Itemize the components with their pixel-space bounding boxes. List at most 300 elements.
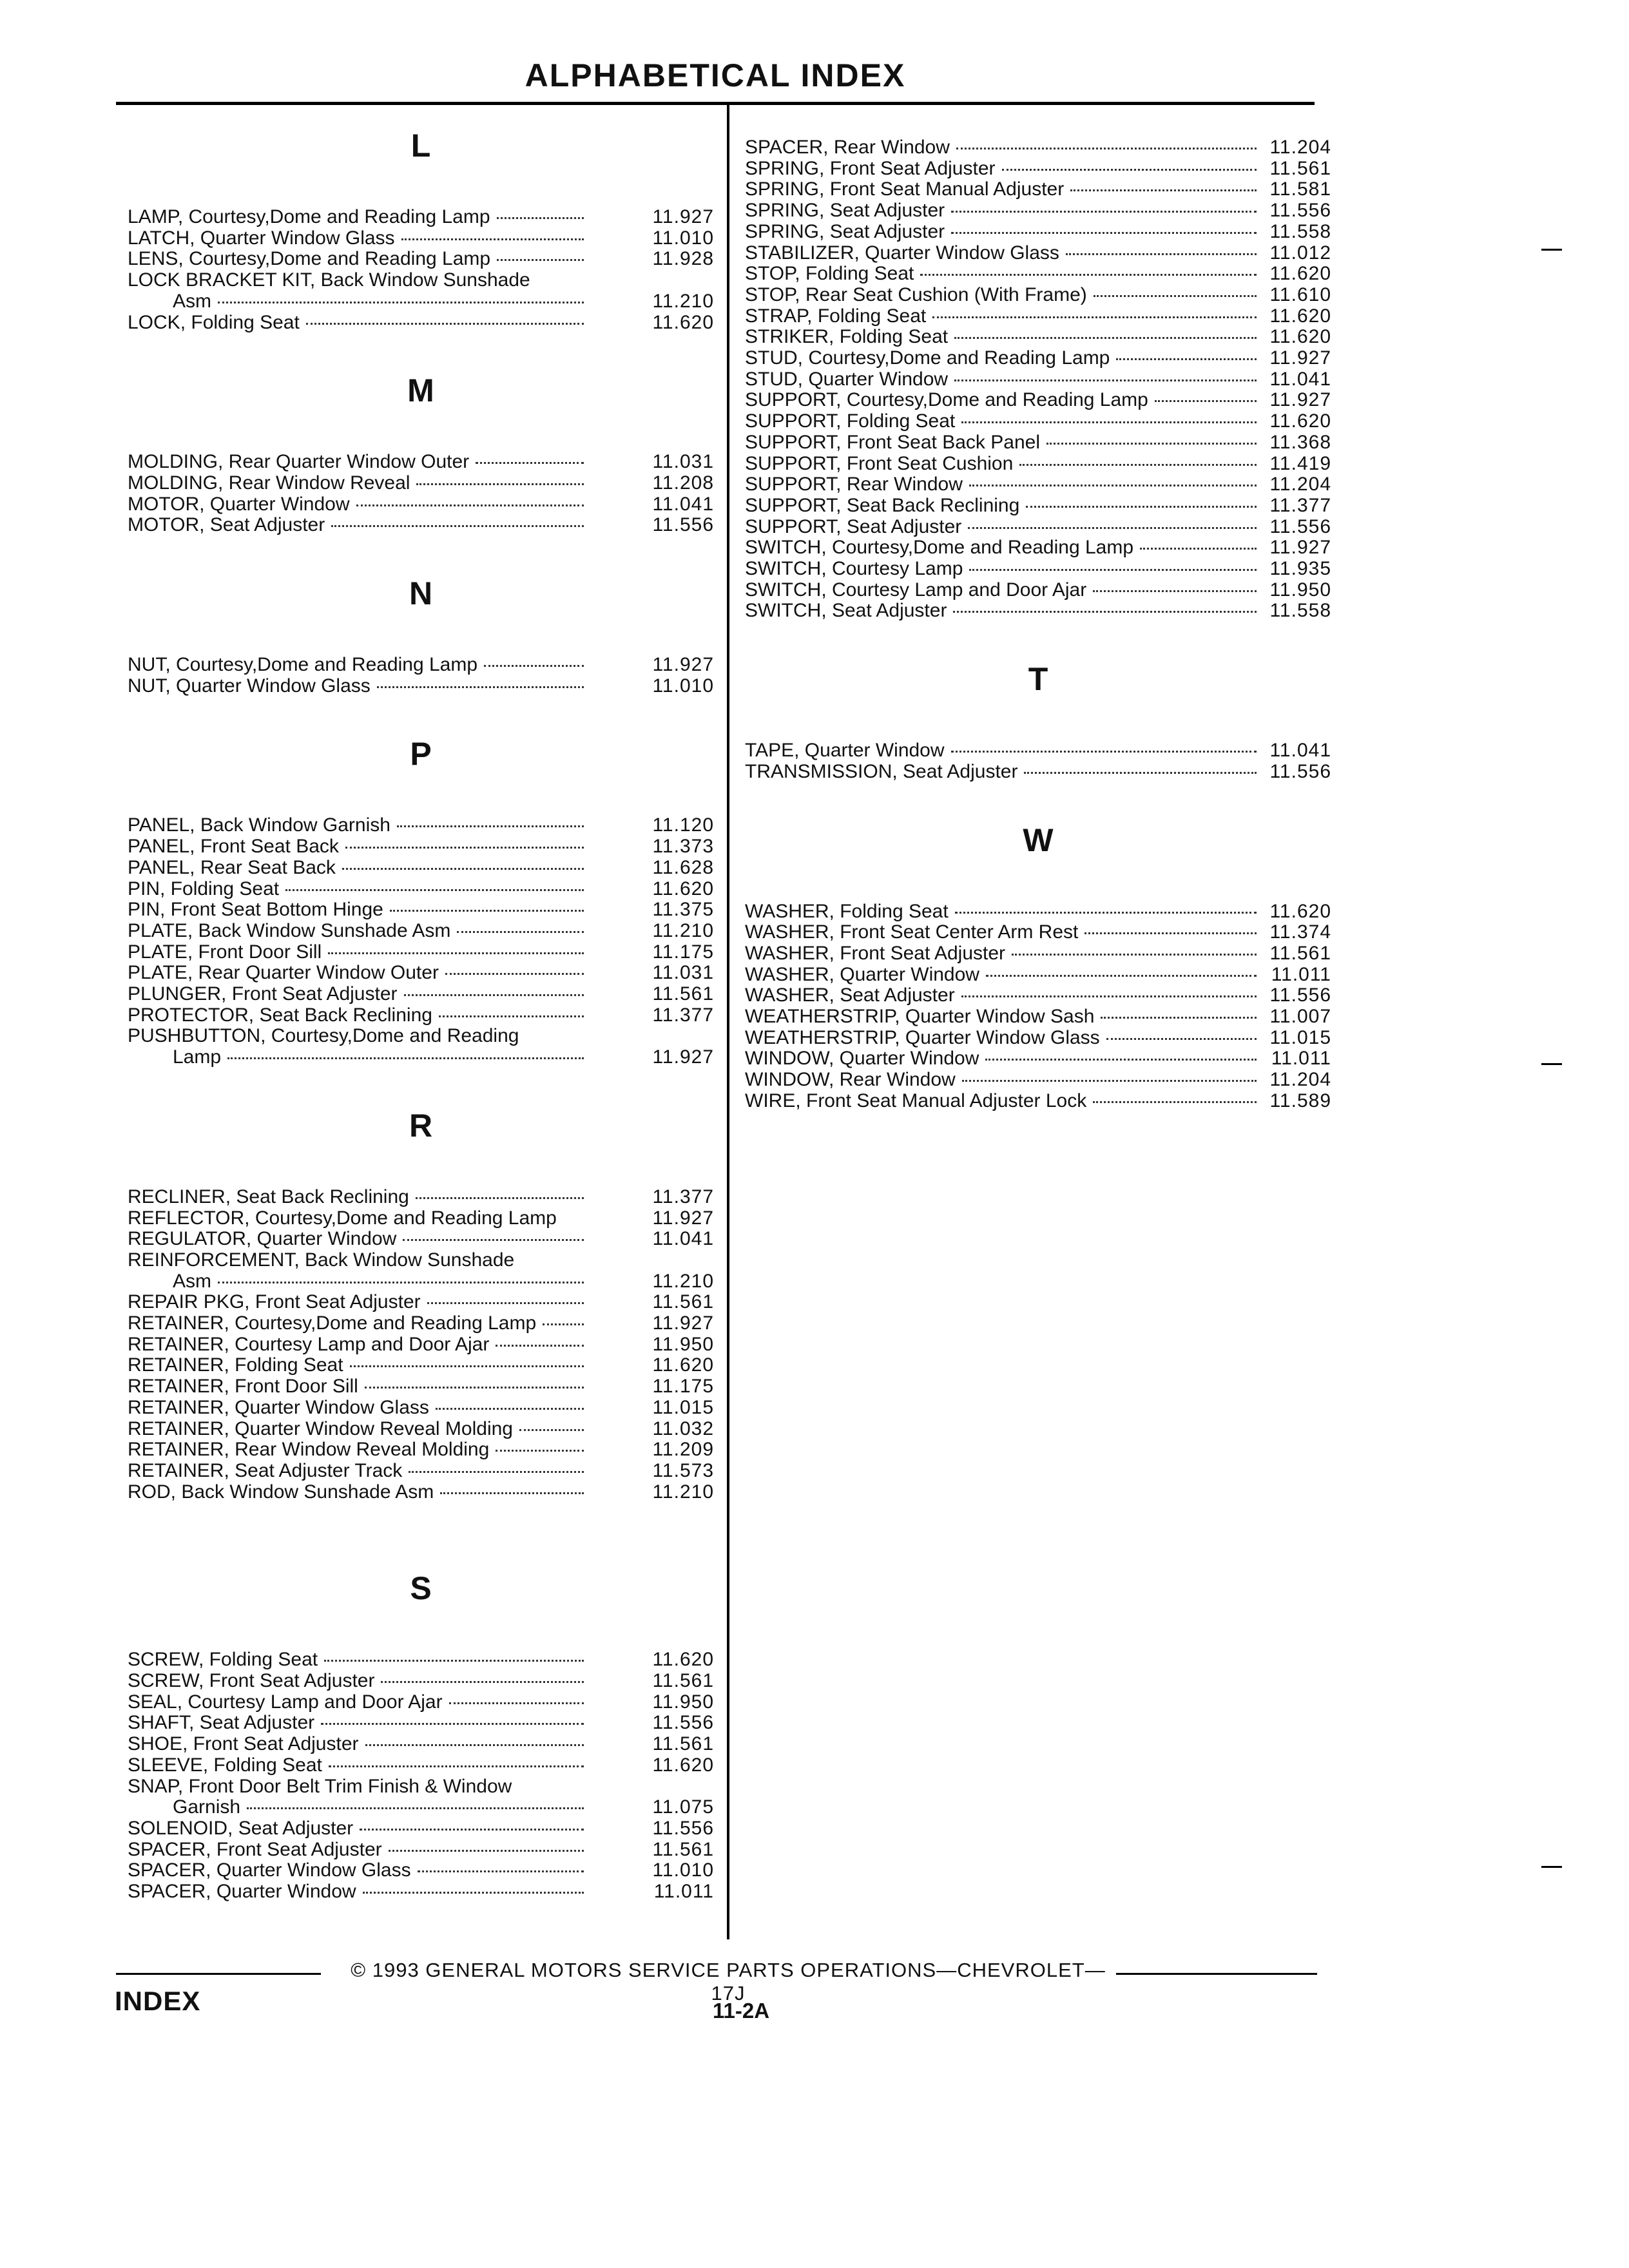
dot-leader: [436, 1408, 584, 1410]
index-entry: [128, 1004, 714, 1026]
entry-page-ref: 11.210: [652, 919, 714, 941]
entry-name: WASHER, Front Seat Center Arm Rest: [745, 921, 1079, 943]
dot-leader: [1019, 464, 1257, 466]
entry-page-ref: 11.950: [652, 1691, 714, 1713]
entry-name: WIRE, Front Seat Manual Adjuster Lock: [745, 1090, 1087, 1111]
entry-name: MOTOR, Quarter Window: [128, 493, 350, 515]
dot-leader: [956, 148, 1257, 149]
entry-page-ref: 11.620: [1269, 305, 1331, 327]
dot-leader: [951, 211, 1257, 213]
index-entry: [128, 1649, 714, 1670]
dot-leader: [403, 1239, 584, 1241]
index-entry: [745, 200, 1331, 221]
section-letter: S: [410, 1570, 432, 1607]
entry-page-ref: 11.075: [652, 1796, 714, 1818]
entry-page-ref: 11.041: [1269, 740, 1331, 762]
entry-name: Asm: [173, 1270, 211, 1292]
entry-name: PLUNGER, Front Seat Adjuster: [128, 983, 398, 1004]
dot-leader: [1116, 358, 1257, 360]
entry-name: WASHER, Quarter Window: [745, 963, 979, 985]
entry-name: PLATE, Rear Quarter Window Outer: [128, 962, 439, 984]
entry-name: SPRING, Seat Adjuster: [745, 200, 945, 222]
index-entry: [128, 920, 714, 941]
dot-leader: [418, 1870, 584, 1872]
dot-leader: [350, 1365, 584, 1367]
dot-leader: [377, 686, 584, 688]
entry-page-ref: 11.041: [652, 1228, 714, 1250]
dot-leader: [457, 931, 584, 933]
entry-name: SCREW, Folding Seat: [128, 1649, 318, 1671]
entry-name: SWITCH, Courtesy Lamp and Door Ajar: [745, 579, 1087, 601]
dot-leader: [1101, 1017, 1257, 1019]
entry-page-ref: 11.927: [652, 206, 714, 227]
dot-leader: [342, 868, 584, 870]
entry-name: SUPPORT, Rear Window: [745, 474, 963, 495]
dot-leader: [427, 1302, 584, 1304]
dot-leader: [390, 910, 584, 912]
index-entry: [128, 654, 714, 675]
dot-leader: [416, 1197, 584, 1199]
entry-page-ref: 11.561: [1269, 942, 1331, 964]
dot-leader: [1093, 1101, 1257, 1103]
entry-page-ref: 11.927: [1269, 537, 1331, 559]
index-entry: [745, 558, 1331, 579]
entry-page-ref: 11.209: [652, 1439, 714, 1461]
dot-leader: [321, 1723, 584, 1725]
entry-page-ref: 11.208: [652, 472, 714, 494]
index-entry: [745, 1048, 1331, 1069]
index-entry: [128, 814, 714, 836]
dot-leader: [1012, 954, 1257, 956]
entry-name: SNAP, Front Door Belt Trim Finish & Window: [128, 1775, 512, 1797]
dot-leader: [218, 1282, 584, 1283]
index-entry: [128, 1670, 714, 1691]
entry-page-ref: 11.175: [652, 1376, 714, 1398]
index-entry: [128, 1291, 714, 1312]
index-entry: [128, 1271, 714, 1292]
entry-page-ref: 11.620: [1269, 900, 1331, 922]
entry-page-ref: 11.620: [652, 878, 714, 899]
entry-name: LATCH, Quarter Window Glass: [128, 227, 395, 249]
entry-name: SUPPORT, Front Seat Back Panel: [745, 431, 1040, 453]
entry-name: PANEL, Back Window Garnish: [128, 814, 390, 836]
entry-page-ref: 11.561: [652, 1838, 714, 1860]
dot-leader: [1070, 189, 1257, 191]
index-entry: [745, 1069, 1331, 1090]
entry-page-ref: 11.573: [652, 1459, 714, 1481]
entry-name: RETAINER, Courtesy Lamp and Door Ajar: [128, 1333, 490, 1355]
index-entry: [128, 1439, 714, 1460]
dot-leader: [328, 952, 584, 954]
entry-name: Asm: [173, 290, 211, 312]
index-entry: [128, 514, 714, 535]
dot-leader: [331, 525, 584, 527]
entry-page-ref: 11.610: [1269, 284, 1331, 305]
section-letter: W: [1023, 822, 1054, 858]
entry-name: PANEL, Rear Seat Back: [128, 856, 336, 878]
edge-mark: [1541, 1866, 1562, 1868]
entry-page-ref: 11.935: [1269, 558, 1331, 579]
entry-page-ref: 11.558: [1269, 220, 1331, 242]
index-entry: [745, 1090, 1331, 1111]
dot-leader: [324, 1660, 584, 1662]
entry-page-ref: 11.377: [652, 1186, 714, 1207]
entry-name: STRAP, Folding Seat: [745, 305, 927, 327]
entry-name: PIN, Front Seat Bottom Hinge: [128, 899, 383, 921]
dot-leader: [247, 1807, 584, 1809]
index-entry: [745, 305, 1331, 327]
entry-name: WINDOW, Quarter Window: [745, 1048, 979, 1070]
entry-name: ROD, Back Window Sunshade Asm: [128, 1481, 434, 1503]
entry-name: SLEEVE, Folding Seat: [128, 1754, 322, 1776]
footer-rule-left: [116, 1973, 321, 1975]
dot-leader: [497, 259, 584, 261]
entry-name: PLATE, Back Window Sunshade Asm: [128, 919, 451, 941]
index-entry: [128, 878, 714, 899]
dot-leader: [365, 1387, 584, 1389]
index-entry: [128, 269, 714, 291]
dot-leader: [543, 1323, 584, 1325]
entry-page-ref: 11.628: [652, 856, 714, 878]
entry-page-ref: 11.031: [652, 962, 714, 984]
section-letter: T: [1028, 661, 1048, 698]
dot-leader: [1024, 772, 1257, 774]
dot-leader: [484, 665, 584, 667]
entry-name: SPACER, Quarter Window Glass: [128, 1860, 411, 1881]
entry-name: RETAINER, Quarter Window Reveal Molding: [128, 1418, 513, 1439]
entry-name: SCREW, Front Seat Adjuster: [128, 1670, 375, 1691]
index-entry: [128, 472, 714, 494]
dot-leader: [1106, 1038, 1257, 1040]
index-entry: [745, 1006, 1331, 1027]
entry-name: TAPE, Quarter Window: [745, 740, 945, 762]
entry-name: REFLECTOR, Courtesy,Dome and Reading Lamp: [128, 1207, 557, 1229]
entry-page-ref: 11.556: [1269, 200, 1331, 222]
entry-page-ref: 11.041: [1269, 368, 1331, 390]
dot-leader: [951, 751, 1257, 753]
entry-page-ref: 11.556: [1269, 515, 1331, 537]
section-letter: R: [409, 1107, 433, 1144]
index-entry: [128, 248, 714, 269]
index-entry: [128, 1046, 714, 1068]
entry-name: RETAINER, Rear Window Reveal Molding: [128, 1439, 490, 1461]
dot-leader: [496, 1345, 584, 1347]
entry-page-ref: 11.556: [652, 514, 714, 536]
entry-name: SUPPORT, Seat Back Reclining: [745, 494, 1020, 516]
index-entry: [745, 326, 1331, 347]
entry-name: STOP, Folding Seat: [745, 263, 914, 285]
entry-page-ref: 11.928: [652, 248, 714, 270]
dot-leader: [356, 505, 584, 506]
entry-page-ref: 11.210: [652, 1481, 714, 1503]
entry-page-ref: 11.620: [652, 1754, 714, 1776]
dot-leader: [440, 1492, 584, 1494]
entry-page-ref: 11.012: [1269, 242, 1331, 264]
entry-page-ref: 11.620: [1269, 326, 1331, 348]
dot-leader: [363, 1892, 584, 1894]
entry-page-ref: 11.007: [1269, 1006, 1331, 1027]
entry-page-ref: 11.620: [1269, 263, 1331, 285]
index-entry: [128, 983, 714, 1004]
entry-name: STUD, Quarter Window: [745, 368, 949, 390]
index-entry: [745, 474, 1331, 495]
entry-page-ref: 11.015: [652, 1396, 714, 1418]
index-entry: [128, 1376, 714, 1397]
index-entry: [128, 451, 714, 472]
entry-page-ref: 11.010: [652, 1860, 714, 1881]
index-entry: [128, 1712, 714, 1733]
entry-page-ref: 11.561: [652, 1291, 714, 1313]
index-entry: [745, 761, 1331, 782]
dot-leader: [961, 995, 1257, 997]
dot-leader: [329, 1765, 584, 1767]
entry-page-ref: 11.011: [1271, 963, 1331, 985]
entry-name: WINDOW, Rear Window: [745, 1069, 956, 1091]
index-entry: [745, 221, 1331, 242]
index-entry: [128, 675, 714, 697]
entry-page-ref: 11.927: [652, 1312, 714, 1334]
dot-leader: [476, 462, 584, 464]
dot-leader: [953, 611, 1257, 613]
footer-rule-right: [1116, 1973, 1317, 1975]
index-entry: [128, 1481, 714, 1503]
edge-mark: [1541, 249, 1562, 251]
entry-page-ref: 11.210: [652, 1270, 714, 1292]
dot-leader: [920, 274, 1257, 276]
entry-name: SEAL, Courtesy Lamp and Door Ajar: [128, 1691, 443, 1713]
entry-name: SPACER, Rear Window: [745, 137, 950, 158]
dot-leader: [954, 337, 1257, 339]
dot-leader: [496, 1450, 584, 1452]
dot-leader: [227, 1057, 584, 1059]
entry-name: TRANSMISSION, Seat Adjuster: [745, 760, 1018, 782]
index-entry: [128, 1881, 714, 1902]
entry-page-ref: 11.015: [1269, 1026, 1331, 1048]
entry-name: NUT, Quarter Window Glass: [128, 675, 371, 697]
entry-page-ref: 11.927: [652, 1207, 714, 1229]
entry-name: PROTECTOR, Seat Back Reclining: [128, 1004, 432, 1026]
index-entry: [745, 453, 1331, 474]
dot-leader: [951, 232, 1257, 234]
entry-name: MOLDING, Rear Window Reveal: [128, 472, 410, 494]
entry-page-ref: 11.556: [1269, 985, 1331, 1006]
index-entry: [745, 579, 1331, 601]
entry-page-ref: 11.031: [652, 451, 714, 473]
page-title: ALPHABETICAL INDEX: [525, 57, 906, 93]
dot-leader: [1094, 295, 1257, 297]
entry-name: PUSHBUTTON, Courtesy,Dome and Reading: [128, 1025, 519, 1047]
index-entry: [128, 899, 714, 920]
entry-name: SPRING, Seat Adjuster: [745, 220, 945, 242]
dot-leader: [519, 1429, 584, 1431]
dot-leader: [969, 569, 1257, 571]
dot-leader: [360, 1829, 584, 1831]
entry-page-ref: 11.374: [1269, 921, 1331, 943]
index-entry: [128, 291, 714, 312]
index-entry: [128, 1691, 714, 1713]
index-entry: [128, 1207, 714, 1229]
column-divider: [727, 104, 729, 1939]
dot-leader: [986, 975, 1257, 977]
dot-leader: [1066, 253, 1257, 255]
entry-name: SWITCH, Courtesy Lamp: [745, 558, 963, 579]
dot-leader: [445, 973, 584, 975]
index-entry: [745, 985, 1331, 1006]
entry-page-ref: 11.556: [1269, 760, 1331, 782]
dot-leader: [397, 825, 584, 827]
dot-leader: [932, 316, 1257, 318]
entry-page-ref: 11.556: [652, 1712, 714, 1734]
title-rule: [116, 102, 1315, 105]
dot-leader: [1084, 932, 1257, 934]
dot-leader: [439, 1015, 584, 1017]
dot-leader: [1002, 169, 1257, 171]
entry-page-ref: 11.556: [652, 1817, 714, 1839]
entry-name: LOCK, Folding Seat: [128, 311, 300, 333]
entry-page-ref: 11.561: [652, 1733, 714, 1755]
index-entry: [128, 1228, 714, 1249]
dot-leader: [365, 1744, 584, 1746]
index-entry: [128, 1249, 714, 1271]
dot-leader: [345, 847, 584, 849]
index-entry: [745, 964, 1331, 985]
dot-leader: [961, 421, 1257, 423]
entry-name: NUT, Courtesy,Dome and Reading Lamp: [128, 654, 478, 675]
entry-page-ref: 11.204: [1269, 474, 1331, 495]
index-entry: [128, 1776, 714, 1797]
index-entry: [128, 1460, 714, 1481]
entry-name: PIN, Folding Seat: [128, 878, 280, 899]
entry-name: RETAINER, Seat Adjuster Track: [128, 1459, 403, 1481]
dot-leader: [985, 1059, 1257, 1061]
entry-name: LOCK BRACKET KIT, Back Window Sunshade: [128, 269, 530, 291]
entry-name: RECLINER, Seat Back Reclining: [128, 1186, 409, 1207]
entry-name: WASHER, Seat Adjuster: [745, 985, 955, 1006]
section-letter: M: [407, 372, 434, 409]
index-entry: [745, 740, 1331, 761]
section-letter: P: [410, 736, 432, 773]
entry-name: SPRING, Front Seat Manual Adjuster: [745, 178, 1065, 200]
entry-name: PANEL, Front Seat Back: [128, 836, 339, 858]
entry-page-ref: 11.041: [652, 493, 714, 515]
entry-name: WASHER, Front Seat Adjuster: [745, 942, 1006, 964]
entry-name: STOP, Rear Seat Cushion (With Frame): [745, 284, 1087, 305]
index-entry: [128, 962, 714, 983]
entry-name: MOTOR, Seat Adjuster: [128, 514, 325, 536]
dot-leader: [955, 912, 1257, 914]
entry-page-ref: 11.620: [652, 1354, 714, 1376]
dot-leader: [954, 380, 1257, 381]
entry-name: SPACER, Front Seat Adjuster: [128, 1838, 382, 1860]
index-entry: [745, 516, 1331, 537]
entry-page-ref: 11.561: [652, 983, 714, 1004]
entry-page-ref: 11.620: [1269, 410, 1331, 432]
index-entry: [745, 158, 1331, 179]
dot-leader: [449, 1702, 584, 1704]
dot-leader: [962, 1080, 1257, 1082]
entry-page-ref: 11.561: [1269, 157, 1331, 179]
index-entry: [128, 1733, 714, 1754]
entry-name: SUPPORT, Courtesy,Dome and Reading Lamp: [745, 389, 1148, 411]
page-number: 11-2A: [712, 1999, 770, 2023]
index-entry: [745, 432, 1331, 453]
dot-leader: [389, 1850, 584, 1852]
index-entry: [745, 943, 1331, 964]
entry-name: SHAFT, Seat Adjuster: [128, 1712, 315, 1734]
entry-name: WEATHERSTRIP, Quarter Window Glass: [745, 1026, 1100, 1048]
dot-leader: [1093, 590, 1257, 592]
entry-name: SPRING, Front Seat Adjuster: [745, 157, 996, 179]
entry-name: Lamp: [173, 1046, 222, 1068]
entry-name: STRIKER, Folding Seat: [745, 326, 949, 348]
entry-name: REPAIR PKG, Front Seat Adjuster: [128, 1291, 421, 1313]
dot-leader: [497, 217, 584, 219]
index-entry: [128, 1354, 714, 1376]
entry-page-ref: 11.010: [652, 675, 714, 697]
entry-page-ref: 11.927: [652, 654, 714, 675]
index-entry: [745, 178, 1331, 200]
entry-page-ref: 11.620: [652, 1649, 714, 1671]
index-entry: [128, 857, 714, 878]
entry-name: SUPPORT, Seat Adjuster: [745, 515, 962, 537]
dot-leader: [306, 323, 584, 325]
dot-leader: [968, 527, 1257, 529]
entry-name: WEATHERSTRIP, Quarter Window Sash: [745, 1006, 1095, 1027]
dot-leader: [416, 483, 584, 485]
entry-name: SHOE, Front Seat Adjuster: [128, 1733, 359, 1755]
index-entry: [128, 227, 714, 249]
dot-leader: [1155, 400, 1257, 402]
dot-leader: [401, 238, 584, 240]
index-entry: [128, 1818, 714, 1839]
dot-leader: [218, 302, 584, 303]
dot-leader: [969, 485, 1257, 486]
index-entry: [128, 1186, 714, 1207]
entry-page-ref: 11.377: [1269, 494, 1331, 516]
index-entry: [128, 1839, 714, 1860]
entry-page-ref: 11.927: [652, 1046, 714, 1068]
edge-mark: [1541, 1063, 1562, 1065]
entry-name: WASHER, Folding Seat: [745, 900, 949, 922]
entry-page-ref: 11.377: [652, 1004, 714, 1026]
index-entry: [128, 1025, 714, 1046]
entry-page-ref: 11.558: [1269, 600, 1331, 622]
entry-page-ref: 11.620: [652, 311, 714, 333]
entry-name: PLATE, Front Door Sill: [128, 941, 322, 963]
entry-page-ref: 11.011: [1271, 1048, 1331, 1070]
entry-page-ref: 11.950: [1269, 579, 1331, 601]
section-label: INDEX: [115, 1986, 201, 2016]
entry-page-ref: 11.927: [1269, 347, 1331, 369]
section-letter: L: [410, 128, 431, 164]
index-entry: [745, 410, 1331, 432]
entry-page-ref: 11.950: [652, 1333, 714, 1355]
dot-leader: [381, 1681, 584, 1683]
entry-page-ref: 11.010: [652, 227, 714, 249]
index-entry: [745, 901, 1331, 922]
entry-name: REGULATOR, Quarter Window: [128, 1228, 397, 1250]
index-entry: [128, 941, 714, 963]
entry-page-ref: 11.032: [652, 1418, 714, 1439]
index-entry: [128, 1754, 714, 1776]
entry-name: SWITCH, Courtesy,Dome and Reading Lamp: [745, 537, 1134, 559]
index-entry: [128, 1796, 714, 1818]
index-entry: [745, 242, 1331, 264]
index-entry: [128, 1334, 714, 1355]
index-entry: [128, 1860, 714, 1881]
entry-name: SPACER, Quarter Window: [128, 1881, 356, 1902]
entry-name: SUPPORT, Folding Seat: [745, 410, 956, 432]
